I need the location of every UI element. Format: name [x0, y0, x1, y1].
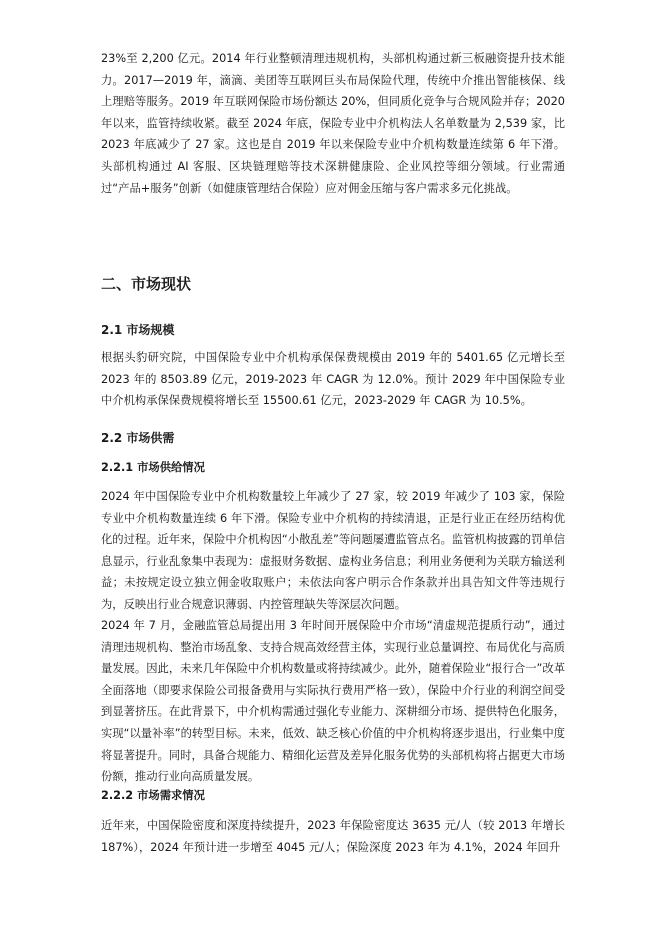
heading-market-supply: 2.2.1 市场供给情况 — [101, 461, 205, 474]
demand-paragraph: 近年来，中国保险密度和深度持续提升，2023 年保险密度达 3635 元/人（较 2013 年增长 187%），2024 年预计进一步增至 4045 元/人；保险深度 2023 年为 4.1%，2024 年回升 — [101, 819, 565, 854]
heading-market-scale: 2.1 市场规模 — [101, 323, 175, 337]
intro-paragraph: 23%至 2,200 亿元。2014 年行业整顿清理违规机构，头部机构通过新三板融资提升技术能力。2017—2019 年，滴滴、美团等互联网巨头布局保险代理，传统中介推出智能核保、线上理赔等服务。2019 年互联网保险市场份额达 20%，但同质化竞争与合规风险并存；2020 年以来，监管持续收紧。截至 2024 年底，保险专业中介机构法人名单数量为 2,539 家，比 2023 年底减少了 27 家。这也是自 2019 年以来保险专业中介机构数量连续第 6 年下滑。头部机构通过 AI 客服、区块链理赔等技术深耕健康险、企业风控等细分领域。行业需通过“产品+服务”创新（如健康管理结合保险）应对佣金压缩与客户需求多元化挑战。 — [101, 52, 565, 195]
supply-paragraph-1: 2024 年中国保险专业中介机构数量较上年减少了 27 家，较 2019 年减少了 103 家，保险专业中介机构数量连续 6 年下滑。保险专业中介机构的持续清退，正是行业正在经历结构优化的过程。近年来，保险中介机构因“小散乱差”等问题屡遭监管点名。监管机构披露的罚单信息显示，行业乱象集中表现为：虚报财务数据、虚构业务信息；利用业务便利为关联方输送利益；未按规定设立独立佣金收取账户；未依法向客户明示合作条款并出具告知文件等违规行为，反映出行业合规意识薄弱、内控管理缺失等深层次问题。 — [101, 490, 565, 611]
market-scale-paragraph: 根据头豹研究院，中国保险专业中介机构承保保费规模由 2019 年的 5401.65 亿元增长至 2023 年的 8503.89 亿元，2019-2023 年 CAGR 为 12.0%。预计 2029 年中国保险专业中介机构承保保费规模将增长至 15500.61 亿元，2023-2029 年 CAGR 为 10.5%。 — [101, 351, 565, 408]
heading-supply-demand: 2.2 市场供需 — [101, 431, 175, 445]
section-title-market-status: 二、市场现状 — [101, 275, 192, 293]
supply-paragraph-2: 2024 年 7 月，金融监管总局提出用 3 年时间开展保险中介市场“清虚规范提质行动”，通过清理违规机构、整治市场乱象、支持合规高效经营主体，实现行业总量调控、布局优化与高质量发展。因此，未来几年保险中介机构数量或将持续减少。此外，随着保险业“报行合一”改革全面落地（即要求保险公司报备费用与实际执行费用严格一致），保险中介行业的利润空间受到显著挤压。在此背景下，中介机构需通过强化专业能力、深耕细分市场、提供特色化服务，实现“以量补率”的转型目标。未来，低效、缺乏核心价值的中介机构将逐步退出，行业集中度将显著提升。同时，具备合规能力、精细化运营及差异化服务优势的头部机构将占据更大市场份额，推动行业向高质量发展。 — [101, 619, 565, 784]
heading-market-demand: 2.2.2 市场需求情况 — [101, 789, 205, 802]
